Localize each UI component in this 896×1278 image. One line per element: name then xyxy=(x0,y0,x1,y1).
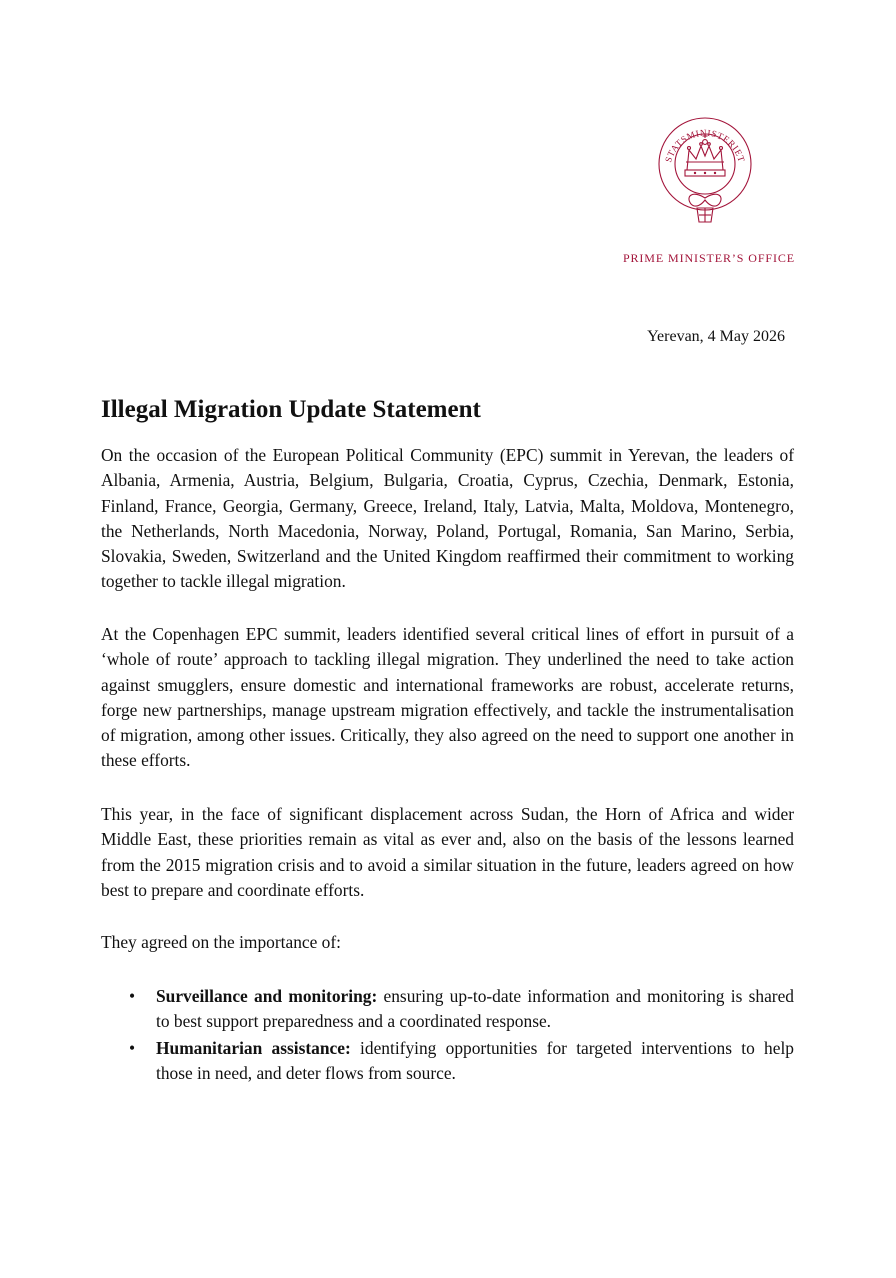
paragraph-intro: On the occasion of the European Political Community (EPC) summit in Yerevan, the leaders of Albania, Armenia, Austria, Belgium, Bulgaria, Croatia, Cyprus, Czechia, Denmark, Estonia, Finland, France, Georgia, Germany, Greece, Ireland, Italy, Latvia, Malta, Moldova, Montenegro, the Netherlands, North Macedonia, Norway, Poland, Portugal, Romania, San Marino, Serbia, Slovakia, Sweden, Switzerland and the United Kingdom reaffirmed their commitment to working together to tackle illegal migration. xyxy=(101,445,794,592)
paragraph-copenhagen: At the Copenhagen EPC summit, leaders identified several critical lines of effort in pursuit of a ‘whole of route’ approach to tackling illegal migration. They underlined the need to take action against smugglers, ensure domestic and international frameworks are robust, accelerate returns, forge new partnerships, manage upstream migration effectively, and tackle the instrumentalisation of migration, among other issues. Critically, they also agreed on the need to support one another in these efforts. xyxy=(101,624,794,771)
priorities-list xyxy=(101,984,794,1087)
list-item xyxy=(101,984,794,1035)
list-item-heading: Humanitarian assistance: xyxy=(156,1037,351,1058)
office-name: PRIME MINISTER’S OFFICE xyxy=(622,251,795,265)
paragraph-agreed: They agreed on the importance of: xyxy=(101,932,341,952)
list-item-heading: Surveillance and monitoring: xyxy=(156,986,378,1006)
bullet-icon: • xyxy=(129,986,136,1006)
dateline: Yerevan, 4 May 2026 xyxy=(647,328,785,345)
page-title: Illegal Migration Update Statement xyxy=(101,396,481,423)
list-item-text: identifying opportunities for targeted interventions to help those in need, and deter flows from source. xyxy=(156,1037,794,1083)
seal-text: STATSMINISTERIET xyxy=(663,127,747,164)
paragraph-this-year: This year, in the face of significant displacement across Sudan, the Horn of Africa and wider Middle East, these priorities remain as vital as ever and, also on the basis of the lessons learned from the 2015 migration crisis and to avoid a similar situation in the future, leaders agreed on how best to prepare and coordinate efforts. xyxy=(101,804,794,900)
list-item-text: ensuring up-to-date information and monitoring is shared to best support preparedness and a coordinated response. xyxy=(156,986,794,1032)
bullet-icon: • xyxy=(129,1037,136,1058)
list-item xyxy=(101,1036,794,1087)
statsministeriet-seal-logo xyxy=(655,112,755,228)
